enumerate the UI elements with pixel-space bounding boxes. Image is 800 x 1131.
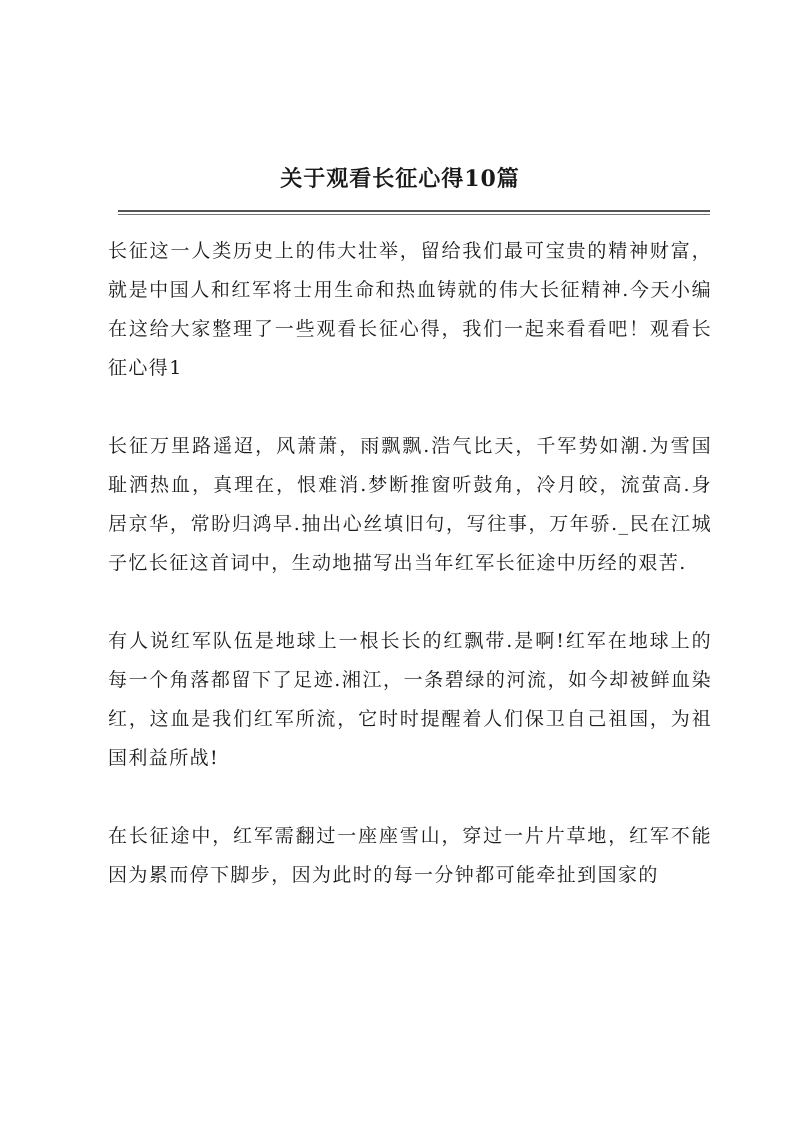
paragraph-intro: 长征这一人类历史上的伟大壮举，留给我们最可宝贵的精神财富，就是中国人和红军将士用生命和热血铸就的伟大长征精神.今天小编在这给大家整理了一些观看长征心得，我们一起来看看吧！观看长征心得1 (108, 240, 712, 379)
document-body (108, 232, 712, 934)
paragraph-snow-mountains: 在长征途中，红军需翻过一座座雪山，穿过一片片草地，红军不能因为累而停下脚步，因为此时的每一分钟都可能牵扯到国家的 (108, 825, 712, 886)
paragraph-poem: 长征万里路遥迢，风萧萧，雨飘飘.浩气比天，千军势如潮.为雪国耻洒热血，真理在，恨难消.梦断推窗听鼓角，冷月皎，流萤高.身居京华，常盼归鸿早.抽出心丝填旧句，写往事，万年骄._民在江城子忆长征这首词中，生动地描写出当年红军长征途中历经的艰苦. (108, 435, 712, 574)
document-title: 关于观看长征心得10篇 (280, 166, 520, 192)
paragraph-red-ribbon: 有人说红军队伍是地球上一根长长的红飘带.是啊!红军在地球上的每一个角落都留下了足迹.湘江，一条碧绿的河流，如今却被鲜血染红，这血是我们红军所流，它时时提醒着人们保卫自己祖国，为祖国利益所战! (108, 630, 712, 769)
title-divider (118, 210, 710, 212)
